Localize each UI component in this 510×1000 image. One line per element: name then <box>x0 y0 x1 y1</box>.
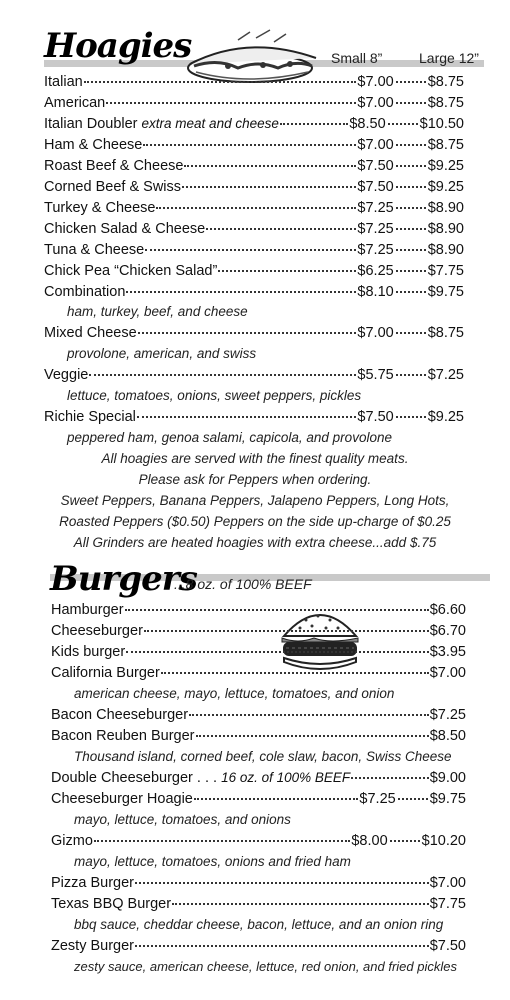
gizmo-description: mayo, lettuce, tomatoes, onions and fried ham <box>74 854 351 869</box>
item-name-text: Combination <box>44 284 126 300</box>
price: $6.60 <box>429 602 466 618</box>
menu-item-name <box>51 602 124 618</box>
large-price: $9.25 <box>427 158 464 174</box>
price: $7.25 <box>429 707 466 723</box>
burgers-subtitle: ...8 oz. of 100% BEEF <box>174 576 312 592</box>
item-name-text: Mixed Cheese <box>44 325 137 341</box>
small-price: $7.25 <box>359 791 396 807</box>
menu-item-name <box>51 896 171 912</box>
leader-dots <box>125 609 429 611</box>
leader-dots <box>135 945 429 947</box>
combination-description: ham, turkey, beef, and cheese <box>67 304 248 319</box>
price: $8.50 <box>429 728 466 744</box>
menu-item-name <box>44 221 205 237</box>
small-price: $8.10 <box>357 284 394 300</box>
small-price: $7.25 <box>357 242 394 258</box>
item-name-text: California Burger <box>51 665 160 681</box>
leader-dots <box>172 903 429 905</box>
item-name-text: Bacon Cheeseburger <box>51 707 189 723</box>
menu-item-row <box>44 409 464 429</box>
small-price: $7.25 <box>357 221 394 237</box>
item-name-text: Hamburger <box>51 602 124 618</box>
leader-dots <box>396 81 426 83</box>
small-price: $7.00 <box>357 325 394 341</box>
menu-item-row <box>44 137 464 157</box>
menu-item-name <box>51 665 160 681</box>
leader-dots <box>189 714 429 716</box>
richie-description: peppered ham, genoa salami, capicola, and provolone <box>67 430 392 445</box>
small-price: $8.00 <box>351 833 388 849</box>
item-note: extra meat and cheese <box>141 116 279 131</box>
leader-dots <box>390 840 420 842</box>
hoagie-notice-5: All Grinders are heated hoagies with extra cheese...add $.75 <box>73 535 437 550</box>
menu-item-name <box>44 242 144 258</box>
leader-dots <box>396 374 426 376</box>
item-name-text: Ham & Cheese <box>44 137 143 153</box>
leader-dots <box>396 186 426 188</box>
menu-item-row <box>44 284 464 304</box>
leader-dots <box>182 186 356 188</box>
menu-item-row <box>44 179 464 199</box>
menu-item-row <box>44 74 464 94</box>
menu-item-name <box>44 409 136 425</box>
veggie-description: lettuce, tomatoes, onions, sweet peppers, pickles <box>67 388 362 403</box>
large-price: $8.75 <box>427 95 464 111</box>
item-name-text: Texas BBQ Burger <box>51 896 172 912</box>
large-price: $10.20 <box>421 833 466 849</box>
menu-item-row <box>51 770 466 790</box>
menu-item-name <box>51 875 134 891</box>
menu-item-name <box>44 263 217 279</box>
leader-dots <box>396 102 426 104</box>
leader-dots <box>396 207 426 209</box>
california-description: american cheese, mayo, lettuce, tomatoes, and onion <box>74 686 395 701</box>
menu-item-row <box>51 833 466 853</box>
hoagie-notice-4: Roasted Peppers ($0.50) Peppers on the side up-charge of $0.25 <box>59 514 451 529</box>
leader-dots <box>106 102 356 104</box>
menu-item-name <box>51 623 143 639</box>
leader-dots <box>196 735 429 737</box>
item-name-text: Kids burger <box>51 644 126 660</box>
reuben-description: Thousand island, corned beef, cole slaw, bacon, Swiss Cheese <box>74 749 452 764</box>
menu-item-row <box>51 602 466 622</box>
item-name-text: Zesty Burger <box>51 938 134 954</box>
small-price: $6.25 <box>357 263 394 279</box>
leader-dots <box>161 672 429 674</box>
leader-dots <box>143 144 356 146</box>
menu-item-name <box>44 137 142 153</box>
menu-item-row <box>51 875 466 895</box>
large-price: $10.50 <box>419 116 464 132</box>
large-price: $9.75 <box>427 284 464 300</box>
menu-item-name <box>51 770 350 786</box>
price: $9.00 <box>429 770 466 786</box>
item-name-text: Turkey & Cheese <box>44 200 156 216</box>
leader-dots <box>135 882 429 884</box>
price: $7.00 <box>429 875 466 891</box>
item-name-text: Bacon Reuben Burger <box>51 728 195 744</box>
small-price: $7.50 <box>357 179 394 195</box>
leader-dots <box>218 270 356 272</box>
menu-item-row <box>51 707 466 727</box>
menu-item-name <box>51 938 134 954</box>
leader-dots <box>137 416 357 418</box>
hoagies-title: Hoagies <box>44 26 192 66</box>
item-name-text: Chick Pea “Chicken Salad” <box>44 263 218 279</box>
item-name-text: Cheeseburger Hoagie <box>51 791 193 807</box>
small-price: $7.00 <box>357 137 394 153</box>
hoagie-notice-3: Sweet Peppers, Banana Peppers, Jalapeno Peppers, Long Hots, <box>60 493 450 508</box>
large-price: $7.25 <box>427 367 464 383</box>
large-price: $8.90 <box>427 200 464 216</box>
price: $7.75 <box>429 896 466 912</box>
item-note: 16 oz. of 100% BEEF <box>221 770 351 785</box>
menu-item-name <box>51 707 188 723</box>
large-price: $8.90 <box>427 221 464 237</box>
small-price: $7.50 <box>357 409 394 425</box>
menu-item-row <box>51 938 466 958</box>
leader-dots <box>398 798 428 800</box>
menu-item-row <box>51 623 466 643</box>
menu-item-name <box>44 367 88 383</box>
leader-dots <box>396 416 426 418</box>
leader-dots <box>206 228 356 230</box>
menu-item-row <box>51 791 466 811</box>
small-price: $7.50 <box>357 158 394 174</box>
leader-dots <box>126 291 356 293</box>
large-price: $9.75 <box>429 791 466 807</box>
menu-item-row <box>44 221 464 241</box>
small-price: $7.00 <box>357 74 394 90</box>
leader-dots <box>194 798 359 800</box>
item-name-text: Tuna & Cheese <box>44 242 145 258</box>
small-price: $5.75 <box>357 367 394 383</box>
menu-item-row <box>51 728 466 748</box>
menu-item-name <box>44 284 125 300</box>
cheeseburger-hoagie-description: mayo, lettuce, tomatoes, and onions <box>74 812 291 827</box>
menu-item-name <box>44 95 105 111</box>
menu-item-row <box>44 95 464 115</box>
large-price: $8.75 <box>427 137 464 153</box>
leader-dots <box>351 777 429 779</box>
item-name-text: Chicken Salad & Cheese <box>44 221 206 237</box>
texas-description: bbq sauce, cheddar cheese, bacon, lettuce, and an onion ring <box>74 917 444 932</box>
item-name-text: Pizza Burger <box>51 875 135 891</box>
menu-item-name <box>44 325 137 341</box>
small-price: $7.00 <box>357 95 394 111</box>
burgers-title: Burgers <box>50 559 197 599</box>
menu-item-name <box>44 158 183 174</box>
item-name-text: Corned Beef & Swiss <box>44 179 182 195</box>
leader-dots <box>396 249 426 251</box>
leader-dots <box>145 249 356 251</box>
leader-dots <box>396 144 426 146</box>
item-name-text: Veggie <box>44 367 89 383</box>
menu-item-name <box>44 116 279 132</box>
leader-dots <box>94 840 350 842</box>
leader-dots <box>126 651 429 653</box>
price: $6.70 <box>429 623 466 639</box>
menu-item-name <box>51 644 125 660</box>
menu-item-row <box>44 116 464 136</box>
leader-dots <box>84 81 357 83</box>
leader-dots <box>280 123 348 125</box>
menu-item-row <box>51 665 466 685</box>
price: $3.95 <box>429 644 466 660</box>
item-name-text: Gizmo <box>51 833 93 849</box>
leader-dots <box>396 270 426 272</box>
menu-item-name <box>44 179 181 195</box>
menu-item-row <box>44 242 464 262</box>
menu-item-name <box>51 833 93 849</box>
item-name-text: Roast Beef & Cheese <box>44 158 184 174</box>
price: $7.50 <box>429 938 466 954</box>
mixed-cheese-description: provolone, american, and swiss <box>67 346 257 361</box>
menu-item-name <box>51 728 195 744</box>
menu-item-name <box>44 200 155 216</box>
leader-dots <box>138 332 357 334</box>
hoagie-notice-1: All hoagies are served with the finest quality meats. <box>101 451 409 466</box>
item-name-text: Italian Doubler <box>44 116 138 132</box>
menu-item-name <box>51 791 193 807</box>
large-price: $8.90 <box>427 242 464 258</box>
item-name-text: Cheeseburger <box>51 623 143 639</box>
large-price: $7.75 <box>427 263 464 279</box>
large-price: $9.25 <box>427 179 464 195</box>
zesty-description: zesty sauce, american cheese, lettuce, red onion, and fried pickles <box>74 959 457 974</box>
item-name-text: Richie Special <box>44 409 136 425</box>
leader-dots <box>156 207 356 209</box>
item-name-text: Italian <box>44 74 83 90</box>
menu-item-row <box>51 896 466 916</box>
menu-item-row <box>44 158 464 178</box>
menu-item-row <box>44 367 464 387</box>
large-price: $8.75 <box>427 74 464 90</box>
leader-dots <box>396 228 426 230</box>
small-price: $7.25 <box>357 200 394 216</box>
small-price: $8.50 <box>349 116 386 132</box>
menu-item-row <box>44 263 464 283</box>
item-name-text: Double Cheeseburger . . . <box>51 770 222 786</box>
leader-dots <box>144 630 429 632</box>
hoagie-notice-2: Please ask for Peppers when ordering. <box>138 472 372 487</box>
price: $7.00 <box>429 665 466 681</box>
large-size-header: Large 12” <box>419 50 479 66</box>
menu-item-row <box>44 200 464 220</box>
menu-item-name <box>44 74 83 90</box>
small-size-header: Small 8” <box>331 50 383 66</box>
large-price: $9.25 <box>427 409 464 425</box>
leader-dots <box>396 165 426 167</box>
large-price: $8.75 <box>427 325 464 341</box>
menu-item-row <box>51 644 466 664</box>
leader-dots <box>184 165 356 167</box>
leader-dots <box>388 123 418 125</box>
item-name-text: American <box>44 95 106 111</box>
leader-dots <box>89 374 356 376</box>
menu-item-row <box>44 325 464 345</box>
leader-dots <box>396 332 426 334</box>
leader-dots <box>396 291 426 293</box>
